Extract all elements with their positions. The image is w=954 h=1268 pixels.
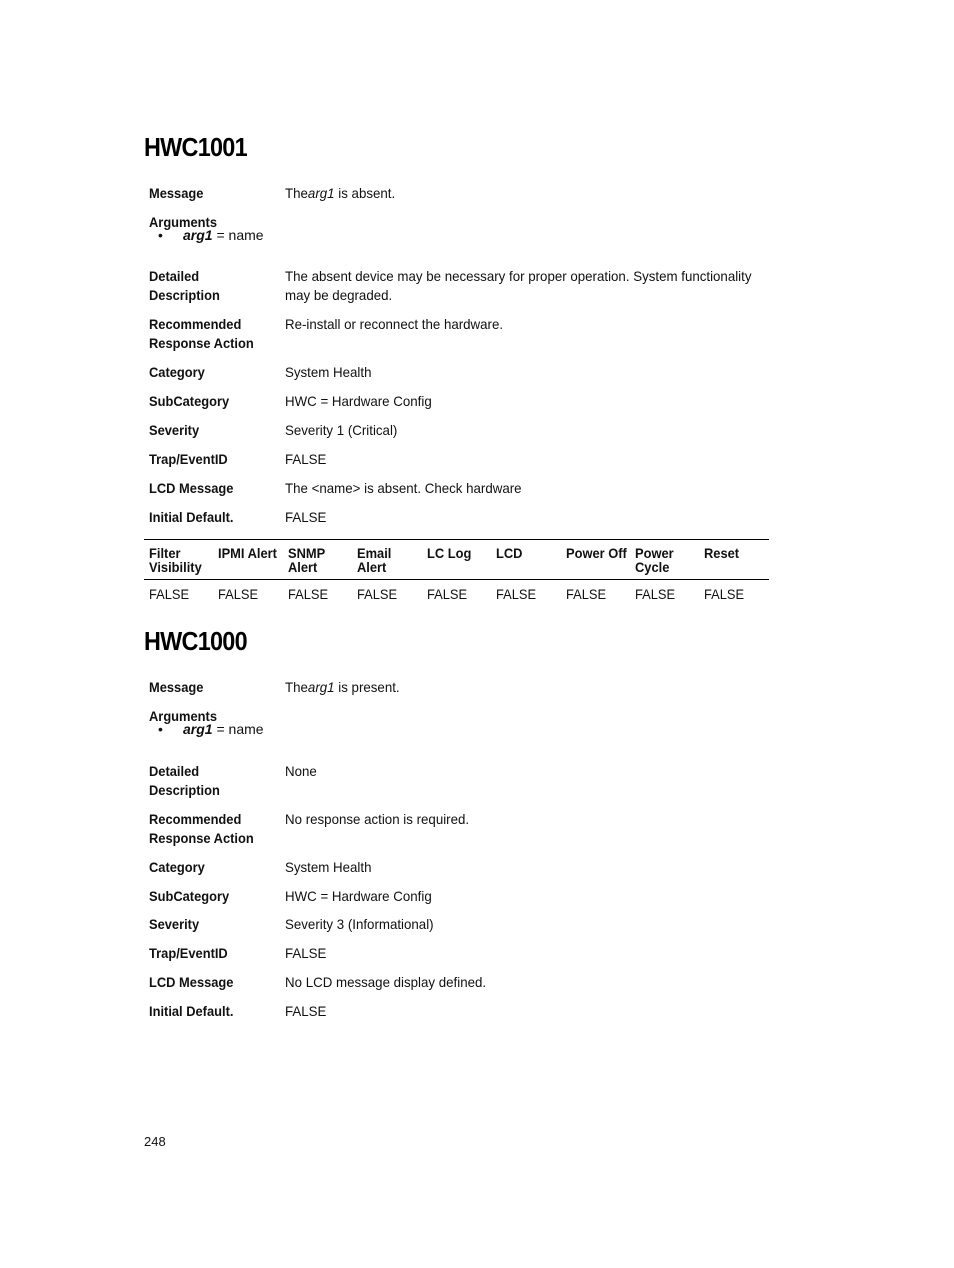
row-value: The absent device may be necessary for proper operation. System functionality may be degraded. <box>285 268 752 303</box>
argument-value: = name <box>212 721 264 737</box>
row-label: Message <box>149 185 204 201</box>
row-value: System Health <box>285 364 372 380</box>
row-label: Initial Default. <box>149 1003 234 1019</box>
row-label: Arguments <box>149 708 217 724</box>
table-header-cell: Reset <box>704 545 740 561</box>
row-label: Category <box>149 859 205 875</box>
row-value: Re-install or reconnect the hardware. <box>285 316 504 332</box>
table-cell: FALSE <box>218 586 259 602</box>
row-value: No LCD message display defined. <box>285 974 487 990</box>
row-value: Thearg1 is present. <box>285 679 400 695</box>
page-number: 248 <box>144 1134 166 1149</box>
table-header-cell: Power Off <box>566 545 627 561</box>
row-value: Thearg1 is absent. <box>285 185 396 201</box>
argument-name: arg1 <box>183 721 213 737</box>
row-value: The <name> is absent. Check hardware <box>285 480 522 496</box>
row-label: Category <box>149 364 205 380</box>
row-value: System Health <box>285 859 372 875</box>
section-title-hwc1000: HWC1000 <box>144 626 247 656</box>
table-header-cell: LCD <box>496 545 523 561</box>
table-cell: FALSE <box>496 586 537 602</box>
argument-name: arg1 <box>183 227 213 243</box>
section-title-hwc1001: HWC1001 <box>144 132 247 162</box>
row-label: Trap/EventID <box>149 451 228 467</box>
table-header-cell: Power Cycle <box>635 545 674 575</box>
table-cell: FALSE <box>635 586 676 602</box>
row-label: Severity <box>149 916 200 932</box>
row-value: FALSE <box>285 945 327 961</box>
row-label: Detailed Description <box>149 763 220 798</box>
table-cell: FALSE <box>427 586 468 602</box>
row-label: Trap/EventID <box>149 945 228 961</box>
row-label: Recommended Response Action <box>149 316 254 351</box>
row-label: Initial Default. <box>149 509 234 525</box>
row-label: LCD Message <box>149 974 234 990</box>
row-value: HWC = Hardware Config <box>285 888 432 904</box>
table-cell: FALSE <box>288 586 329 602</box>
row-value: HWC = Hardware Config <box>285 393 432 409</box>
table-cell: FALSE <box>704 586 745 602</box>
bullet-icon: • <box>158 721 163 737</box>
table-header-cell: SNMP Alert <box>288 545 326 575</box>
bullet-icon: • <box>158 227 163 243</box>
table-cell: FALSE <box>357 586 398 602</box>
argument-value: = name <box>212 227 264 243</box>
row-value: None <box>285 763 317 779</box>
table-header-rule <box>144 579 769 580</box>
row-label: Severity <box>149 422 200 438</box>
table-header-cell: IPMI Alert <box>218 545 277 561</box>
table-header-cell: LC Log <box>427 545 472 561</box>
row-value: Severity 3 (Informational) <box>285 916 434 932</box>
row-label: Message <box>149 679 204 695</box>
table-header-cell: Email Alert <box>357 545 392 575</box>
row-label: Recommended Response Action <box>149 811 254 846</box>
row-label: LCD Message <box>149 480 234 496</box>
row-value: FALSE <box>285 509 327 525</box>
row-label: Arguments <box>149 214 217 230</box>
row-value: Severity 1 (Critical) <box>285 422 398 438</box>
row-label: SubCategory <box>149 393 230 409</box>
table-header-cell: Filter Visibility <box>149 545 202 575</box>
table-cell: FALSE <box>566 586 607 602</box>
row-value: No response action is required. <box>285 811 470 827</box>
row-value: FALSE <box>285 451 327 467</box>
row-value: FALSE <box>285 1003 327 1019</box>
row-label: SubCategory <box>149 888 230 904</box>
table-cell: FALSE <box>149 586 190 602</box>
row-label: Detailed Description <box>149 268 220 303</box>
table-top-rule <box>144 539 769 540</box>
